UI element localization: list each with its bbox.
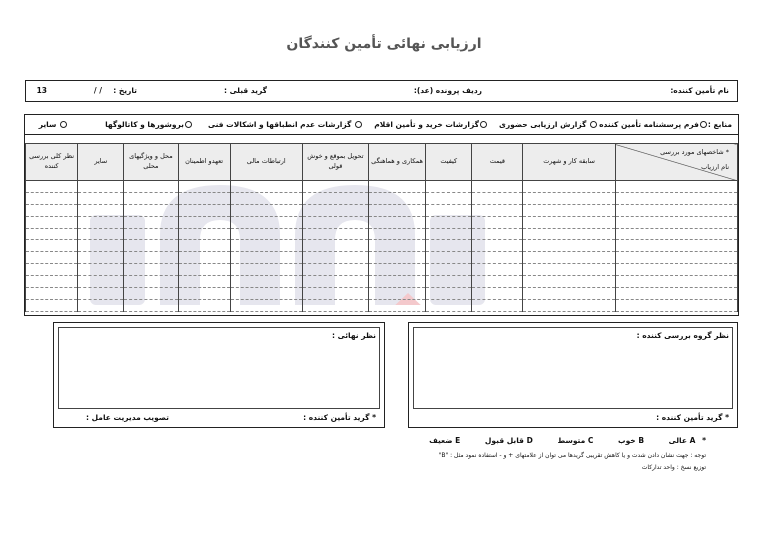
column-header: تعهدو اطمینان bbox=[178, 144, 230, 181]
table-cell[interactable] bbox=[230, 216, 302, 228]
table-cell[interactable] bbox=[78, 288, 124, 300]
table-cell[interactable] bbox=[178, 181, 230, 193]
ceo-approval-label: تصویب مدیریت عامل : bbox=[86, 413, 169, 422]
source-radio-nonconformity[interactable] bbox=[355, 121, 362, 128]
source-other: سایر bbox=[38, 120, 57, 129]
final-grade-label: * گرید تأمین کننده : bbox=[303, 413, 376, 422]
table-cell[interactable] bbox=[78, 240, 124, 252]
table-cell[interactable] bbox=[230, 204, 302, 216]
table-cell[interactable] bbox=[472, 299, 523, 311]
source-radio-onsite[interactable] bbox=[590, 121, 597, 128]
table-cell[interactable] bbox=[615, 276, 737, 288]
column-header: قیمت bbox=[472, 144, 523, 181]
table-cell[interactable] bbox=[523, 252, 615, 264]
table-cell[interactable] bbox=[302, 181, 368, 193]
evaluation-box bbox=[24, 114, 739, 316]
table-cell[interactable] bbox=[78, 181, 124, 193]
table-cell[interactable] bbox=[472, 288, 523, 300]
table-cell[interactable] bbox=[369, 276, 426, 288]
final-panel bbox=[53, 322, 385, 428]
table-cell[interactable] bbox=[302, 276, 368, 288]
table-cell[interactable] bbox=[615, 228, 737, 240]
table-cell[interactable] bbox=[124, 240, 178, 252]
table-cell[interactable] bbox=[78, 276, 124, 288]
table-cell[interactable] bbox=[78, 299, 124, 311]
table-cell[interactable] bbox=[26, 216, 78, 228]
table-cell[interactable] bbox=[26, 264, 78, 276]
table-cell[interactable] bbox=[302, 204, 368, 216]
review-grade-label: * گرید تأمین کننده : bbox=[656, 413, 729, 422]
table-cell[interactable] bbox=[230, 299, 302, 311]
date-value: / / bbox=[93, 86, 102, 95]
table-row bbox=[26, 252, 738, 264]
table-cell[interactable] bbox=[124, 204, 178, 216]
sources-label: منابع : bbox=[707, 120, 732, 129]
column-header: تحویل بموقع و خوش قولی bbox=[302, 144, 368, 181]
supplier-name-label: نام تأمین کننده: bbox=[670, 86, 729, 95]
table-cell[interactable] bbox=[615, 216, 737, 228]
table-cell[interactable] bbox=[230, 181, 302, 193]
table-cell[interactable] bbox=[615, 192, 737, 204]
table-cell[interactable] bbox=[302, 216, 368, 228]
sources-row bbox=[25, 115, 738, 135]
table-cell[interactable] bbox=[369, 264, 426, 276]
table-cell[interactable] bbox=[124, 264, 178, 276]
table-cell[interactable] bbox=[615, 181, 737, 193]
table-cell[interactable] bbox=[615, 204, 737, 216]
table-row bbox=[26, 216, 738, 228]
table-cell[interactable] bbox=[230, 192, 302, 204]
table-cell[interactable] bbox=[369, 252, 426, 264]
grading-note: توجه : جهت نشان دادن شدت و یا کاهش تقریبی گریدها می توان از علامتهای + و - استفاده نمود مثل : "B" bbox=[438, 452, 706, 459]
table-cell[interactable] bbox=[78, 264, 124, 276]
table-cell[interactable] bbox=[302, 299, 368, 311]
source-radio-brochures[interactable] bbox=[185, 121, 192, 128]
table-cell[interactable] bbox=[230, 240, 302, 252]
table-row bbox=[26, 264, 738, 276]
table-cell[interactable] bbox=[78, 216, 124, 228]
table-row bbox=[26, 228, 738, 240]
table-cell[interactable] bbox=[78, 252, 124, 264]
table-cell[interactable] bbox=[426, 216, 472, 228]
table-cell[interactable] bbox=[26, 299, 78, 311]
table-cell[interactable] bbox=[426, 240, 472, 252]
prev-grade-label: گرید قبلی : bbox=[223, 86, 267, 95]
source-radio-other[interactable] bbox=[60, 121, 67, 128]
table-cell[interactable] bbox=[230, 288, 302, 300]
table-cell[interactable] bbox=[472, 228, 523, 240]
review-panel-title: نظر گروه بررسی کننده : bbox=[636, 331, 729, 340]
table-cell[interactable] bbox=[124, 276, 178, 288]
table-cell[interactable] bbox=[472, 204, 523, 216]
legend-grade-e: E ضعیف bbox=[429, 436, 461, 445]
table-cell[interactable] bbox=[369, 228, 426, 240]
legend-prefix: * bbox=[702, 436, 706, 445]
table-cell[interactable] bbox=[230, 252, 302, 264]
corner-header bbox=[615, 144, 737, 181]
table-header-row bbox=[26, 144, 738, 181]
column-header: محل و ویژگیهای محلی bbox=[124, 144, 178, 181]
table-cell[interactable] bbox=[302, 228, 368, 240]
year-value: 13 bbox=[36, 86, 47, 95]
table-row bbox=[26, 288, 738, 300]
table-cell[interactable] bbox=[78, 204, 124, 216]
source-questionnaire: فرم پرسشنامه تأمین کننده bbox=[599, 120, 699, 129]
page-title: ارزیابی نهائی تأمین کنندگان bbox=[286, 36, 482, 52]
table-cell[interactable] bbox=[426, 181, 472, 193]
table-cell[interactable] bbox=[302, 192, 368, 204]
distribution-note: توزیع نسخ : واحد تدارکات bbox=[641, 464, 706, 471]
table-cell[interactable] bbox=[124, 288, 178, 300]
table-cell[interactable] bbox=[523, 299, 615, 311]
table-cell[interactable] bbox=[124, 181, 178, 193]
table-cell[interactable] bbox=[178, 228, 230, 240]
table-cell[interactable] bbox=[124, 216, 178, 228]
table-cell[interactable] bbox=[523, 276, 615, 288]
table-row bbox=[26, 240, 738, 252]
source-brochures: بروشورها و کاتالوگها bbox=[105, 120, 184, 129]
table-cell[interactable] bbox=[26, 288, 78, 300]
table-cell[interactable] bbox=[302, 240, 368, 252]
table-row bbox=[26, 204, 738, 216]
table-cell[interactable] bbox=[369, 288, 426, 300]
table-cell[interactable] bbox=[124, 192, 178, 204]
table-cell[interactable] bbox=[472, 276, 523, 288]
source-nonconformity: گزارشات عدم انطباقها و اشکالات فنی bbox=[208, 120, 352, 129]
table-cell[interactable] bbox=[78, 228, 124, 240]
table-cell[interactable] bbox=[472, 240, 523, 252]
source-radio-purchase[interactable] bbox=[480, 121, 487, 128]
table-cell[interactable] bbox=[615, 288, 737, 300]
table-cell[interactable] bbox=[615, 252, 737, 264]
table-cell[interactable] bbox=[178, 288, 230, 300]
table-cell[interactable] bbox=[523, 181, 615, 193]
table-cell[interactable] bbox=[178, 264, 230, 276]
table-cell[interactable] bbox=[26, 181, 78, 193]
table-cell[interactable] bbox=[178, 252, 230, 264]
table-cell[interactable] bbox=[230, 276, 302, 288]
table-cell[interactable] bbox=[426, 192, 472, 204]
table-row bbox=[26, 299, 738, 311]
column-header: سایر bbox=[78, 144, 124, 181]
file-row-label: ردیف پرونده (عد): bbox=[413, 86, 482, 95]
table-cell[interactable] bbox=[615, 264, 737, 276]
table-cell[interactable] bbox=[369, 299, 426, 311]
table-cell[interactable] bbox=[523, 216, 615, 228]
table-cell[interactable] bbox=[472, 181, 523, 193]
table-row bbox=[26, 181, 738, 193]
table-cell[interactable] bbox=[523, 240, 615, 252]
table-cell[interactable] bbox=[178, 204, 230, 216]
table-cell[interactable] bbox=[26, 192, 78, 204]
table-cell[interactable] bbox=[615, 299, 737, 311]
table-cell[interactable] bbox=[178, 240, 230, 252]
table-cell[interactable] bbox=[302, 288, 368, 300]
table-cell[interactable] bbox=[523, 264, 615, 276]
table-cell[interactable] bbox=[523, 288, 615, 300]
source-radio-questionnaire[interactable] bbox=[700, 121, 707, 128]
date-label: تاریخ : bbox=[113, 86, 137, 95]
table-cell[interactable] bbox=[178, 216, 230, 228]
grade-legend bbox=[407, 436, 706, 445]
table-cell[interactable] bbox=[124, 299, 178, 311]
table-cell[interactable] bbox=[26, 276, 78, 288]
table-cell[interactable] bbox=[523, 192, 615, 204]
table-cell[interactable] bbox=[426, 288, 472, 300]
column-header: سابقه کار و شهرت bbox=[523, 144, 615, 181]
table-cell[interactable] bbox=[369, 192, 426, 204]
table-cell[interactable] bbox=[426, 204, 472, 216]
review-panel bbox=[408, 322, 738, 428]
table-cell[interactable] bbox=[124, 228, 178, 240]
evaluator-name-label: نام ارزیاب bbox=[701, 163, 729, 172]
table-cell[interactable] bbox=[178, 192, 230, 204]
table-cell[interactable] bbox=[26, 228, 78, 240]
table-cell[interactable] bbox=[426, 264, 472, 276]
header-box bbox=[25, 80, 738, 102]
column-header: ارتباطات مالی bbox=[230, 144, 302, 181]
table-cell[interactable] bbox=[26, 204, 78, 216]
table-cell[interactable] bbox=[523, 228, 615, 240]
table-cell[interactable] bbox=[615, 240, 737, 252]
table-cell[interactable] bbox=[472, 216, 523, 228]
table-cell[interactable] bbox=[78, 192, 124, 204]
table-cell[interactable] bbox=[426, 299, 472, 311]
table-cell[interactable] bbox=[369, 240, 426, 252]
source-onsite: گزارش ارزیابی حضوری bbox=[498, 120, 587, 129]
source-purchase: گزارشات خرید و تأمین اقلام bbox=[374, 120, 479, 129]
legend-grade-b: B خوب bbox=[618, 436, 645, 445]
final-panel-title: نظر نهائی : bbox=[332, 331, 376, 340]
table-cell[interactable] bbox=[178, 299, 230, 311]
table-cell[interactable] bbox=[472, 252, 523, 264]
table-cell[interactable] bbox=[230, 264, 302, 276]
table-row bbox=[26, 276, 738, 288]
criteria-label: * شاخصهای مورد بررسی bbox=[660, 148, 729, 156]
column-header: همکاری و هماهنگی bbox=[369, 144, 426, 181]
table-cell[interactable] bbox=[369, 181, 426, 193]
table-cell[interactable] bbox=[472, 192, 523, 204]
table-cell[interactable] bbox=[26, 240, 78, 252]
table-row bbox=[26, 192, 738, 204]
table-cell[interactable] bbox=[230, 228, 302, 240]
legend-grade-d: D قابل قبول bbox=[484, 436, 533, 445]
table-cell[interactable] bbox=[369, 204, 426, 216]
table-cell[interactable] bbox=[178, 276, 230, 288]
table-cell[interactable] bbox=[124, 252, 178, 264]
table-cell[interactable] bbox=[302, 264, 368, 276]
legend-grade-c: C متوسط bbox=[557, 436, 594, 445]
column-header: نظر کلی بررسی کننده bbox=[26, 144, 78, 181]
table-cell[interactable] bbox=[426, 252, 472, 264]
table-cell[interactable] bbox=[426, 276, 472, 288]
table-cell[interactable] bbox=[26, 252, 78, 264]
table-cell[interactable] bbox=[302, 252, 368, 264]
table-cell[interactable] bbox=[523, 204, 615, 216]
legend-grade-a: A عالی bbox=[668, 436, 696, 445]
column-header: کیفیت bbox=[426, 144, 472, 181]
table-cell[interactable] bbox=[369, 216, 426, 228]
table-cell[interactable] bbox=[426, 228, 472, 240]
evaluation-table bbox=[25, 143, 738, 312]
table-cell[interactable] bbox=[472, 264, 523, 276]
